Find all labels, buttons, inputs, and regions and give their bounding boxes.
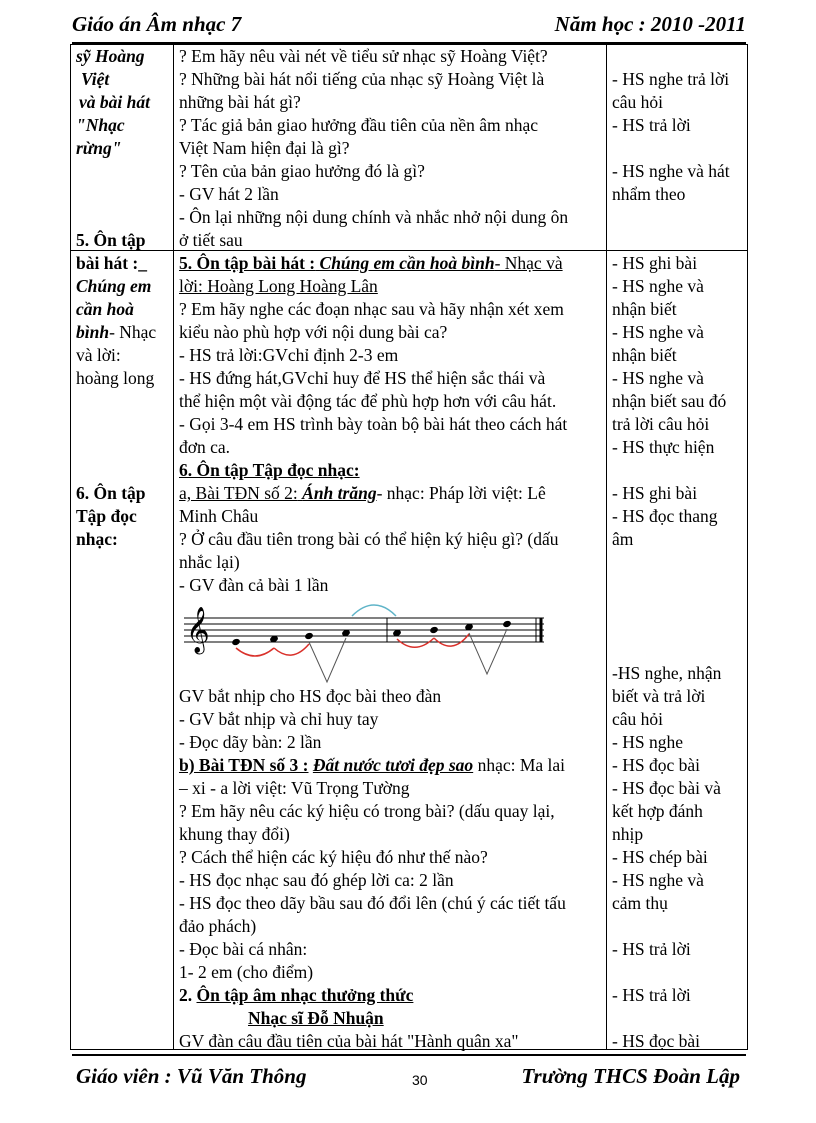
col2-line: ? Em hãy nêu vài nét về tiểu sử nhạc sỹ Hoàng Việt?	[179, 46, 548, 66]
row-divider	[71, 250, 747, 251]
col1-line: Chúng em	[76, 276, 152, 296]
col3-line: - HS nghe và	[612, 870, 704, 890]
col3-line: trả lời câu hỏi	[612, 414, 710, 434]
note	[502, 620, 512, 628]
col1-line: và lời:	[76, 345, 121, 365]
col3-line: - HS chép bài	[612, 847, 708, 867]
col1-line: Tập đọc	[76, 506, 137, 526]
col2-line: - Ôn lại những nội dung chính và nhắc nhở nội dung ôn	[179, 207, 569, 227]
col2-line: - HS đọc theo dãy bầu sau đó đổi lên (chú ý các tiết tấu	[179, 893, 566, 913]
col3-line: - HS đọc bài và	[612, 778, 721, 798]
col2-line: - GV bắt nhịp và chỉ huy tay	[179, 709, 379, 729]
col3-line: kết hợp đánh	[612, 801, 703, 821]
col1-line: hoàng long	[76, 368, 155, 388]
col2-line: - HS đọc nhạc sau đó ghép lời ca: 2 lần	[179, 870, 454, 890]
col3-line: - HS trả lời	[612, 939, 691, 959]
treble-clef-icon: 𝄞	[186, 607, 210, 653]
col1-line: bình- Nhạc	[76, 322, 157, 342]
col2-line: GV bắt nhịp cho HS đọc bài theo đàn	[179, 686, 442, 706]
tie-arc	[352, 605, 396, 616]
col3-line: câu hỏi	[612, 709, 664, 729]
col2-line: - Đọc dãy bàn: 2 lần	[179, 732, 322, 752]
col3-line: - HS đọc bài	[612, 1031, 700, 1051]
col1-line: nhạc:	[76, 529, 118, 549]
col2-line: - GV đàn cả bài 1 lần	[179, 575, 329, 595]
col3-line: - HS đọc thang	[612, 506, 718, 526]
col3-line: - HS nghe và	[612, 322, 704, 342]
note	[429, 626, 439, 634]
col3-line: -HS nghe, nhận	[612, 663, 722, 683]
col3-line: nhận biết sau đó	[612, 391, 727, 411]
staff-lines	[184, 618, 544, 642]
col2-line: 1- 2 em (cho điểm)	[179, 962, 314, 982]
music-staff-figure	[184, 596, 556, 686]
col2-line: GV đàn câu đầu tiên của bài hát "Hành quân xa"	[179, 1031, 519, 1051]
col2-line: ? Những bài hát nổi tiếng của nhạc sỹ Hoàng Việt là	[179, 69, 545, 89]
col1-line: bài hát :_	[76, 253, 147, 273]
page-number: 30	[412, 1072, 428, 1088]
col1-line: rừng"	[76, 138, 122, 158]
section6-heading: 6. Ôn tập Tập đọc nhạc:	[179, 460, 360, 480]
header-school-year: Năm học : 2010 -2011	[554, 12, 746, 36]
col2-line: - HS trả lời:GVchỉ định 2-3 em	[179, 345, 399, 365]
col3-line: cảm thụ	[612, 893, 668, 913]
col2-line: - Đọc bài cá nhân:	[179, 939, 308, 959]
col2-line: ? Ở câu đầu tiên trong bài có thể hiện ký hiệu gì? (dấu	[179, 529, 559, 549]
col1-line: Việt	[81, 69, 110, 89]
col3-line: - HS nghe trả lời	[612, 69, 730, 89]
col3-line: - HS thực hiện	[612, 437, 715, 457]
col2-line: - GV hát 2 lần	[179, 184, 279, 204]
col2-line: – xi - a lời việt: Vũ Trọng Tường	[179, 778, 410, 798]
col2-line: ? Cách thể hiện các ký hiệu đó như thế nào?	[179, 847, 488, 867]
col1-line: cần hoà	[76, 299, 134, 319]
col3-line: - HS đọc bài	[612, 755, 700, 775]
col1-line: "Nhạc	[76, 115, 125, 135]
col2-line: - Gọi 3-4 em HS trình bày toàn bộ bài hát theo cách hát	[179, 414, 568, 434]
col2-line: ? Em hãy nghe các đoạn nhạc sau và hãy nhận xét xem	[179, 299, 564, 319]
footer-teacher: Giáo viên : Vũ Văn Thông	[76, 1064, 307, 1088]
slur-arcs	[236, 634, 469, 656]
col2-line: đảo phách)	[179, 916, 257, 936]
section2-heading: 2. Ôn tập âm nhạc thưởng thức	[179, 985, 414, 1005]
col3-line: - HS ghi bài	[612, 253, 698, 273]
composer-subheading: Nhạc sĩ Đỗ Nhuận	[248, 1008, 384, 1028]
col1-section6-title: 6. Ôn tập	[76, 483, 146, 503]
note	[304, 632, 314, 640]
lesson-table	[70, 44, 748, 1050]
col3-line: nhẩm theo	[612, 184, 686, 204]
col3-line: nhận biết	[612, 345, 677, 365]
col3-line: - HS nghe	[612, 732, 683, 752]
col2-line: Việt Nam hiện đại là gì?	[179, 138, 350, 158]
col2-line: lời: Hoàng Long Hoàng Lân	[179, 276, 378, 296]
page-header	[72, 10, 746, 44]
col2-line: ? Tác giả bản giao hưởng đầu tiên của nền âm nhạc	[179, 115, 539, 135]
col3-line: câu hỏi	[612, 92, 664, 112]
col3-line: nhận biết	[612, 299, 677, 319]
col3-line: - HS trả lời	[612, 985, 691, 1005]
col2-line: ? Em hãy nêu các ký hiệu có trong bài? (dấu quay lại,	[179, 801, 555, 821]
col1-section5-title: 5. Ôn tập	[76, 230, 146, 250]
note	[231, 638, 241, 646]
section6b-heading: b) Bài TĐN số 3 : Đất nước tươi đẹp sao nhạc: Ma lai	[179, 755, 566, 775]
footer-school: Trường THCS Đoàn Lập	[521, 1064, 740, 1088]
col3-line: biết và trả lời	[612, 686, 706, 706]
column-divider	[173, 45, 174, 1049]
col2-line: ? Tên của bản giao hưởng đó là gì?	[179, 161, 425, 181]
col2-line: thể hiện một vài động tác để phù hợp hơn với câu hát.	[179, 391, 557, 411]
page-footer	[72, 1054, 746, 1096]
col2-line: Minh Châu	[179, 506, 259, 526]
col3-line: - HS ghi bài	[612, 483, 698, 503]
col2-line: khung thay đổi)	[179, 824, 290, 844]
col3-line: âm	[612, 529, 634, 549]
col3-line: nhịp	[612, 824, 644, 844]
col2-line: kiểu nào phù hợp với nội dung bài ca?	[179, 322, 448, 342]
col3-line: - HS nghe và	[612, 276, 704, 296]
col2-line: những bài hát gì?	[179, 92, 301, 112]
column-divider	[606, 45, 607, 1049]
col1-line: sỹ Hoàng	[76, 46, 145, 66]
col1-line: và bài hát	[79, 92, 150, 112]
col3-line: - HS nghe và	[612, 368, 704, 388]
section6a-heading: a, Bài TĐN số 2: Ánh trăng- nhạc: Pháp lời việt: Lê	[179, 483, 546, 503]
col2-line: nhắc lại)	[179, 552, 240, 572]
col3-line: - HS trả lời	[612, 115, 691, 135]
section5-heading: 5. Ôn tập bài hát : Chúng em cần hoà bình- Nhạc và	[179, 253, 563, 273]
col3-line: - HS nghe và hát	[612, 161, 730, 181]
v-brackets	[309, 629, 507, 682]
col2-line: ở tiết sau	[179, 230, 243, 250]
col2-line: đơn ca.	[179, 437, 231, 457]
col2-line: - HS đứng hát,GVchỉ huy để HS thể hiện sắc thái và	[179, 368, 546, 388]
header-subject: Giáo án Âm nhạc 7	[72, 12, 242, 36]
